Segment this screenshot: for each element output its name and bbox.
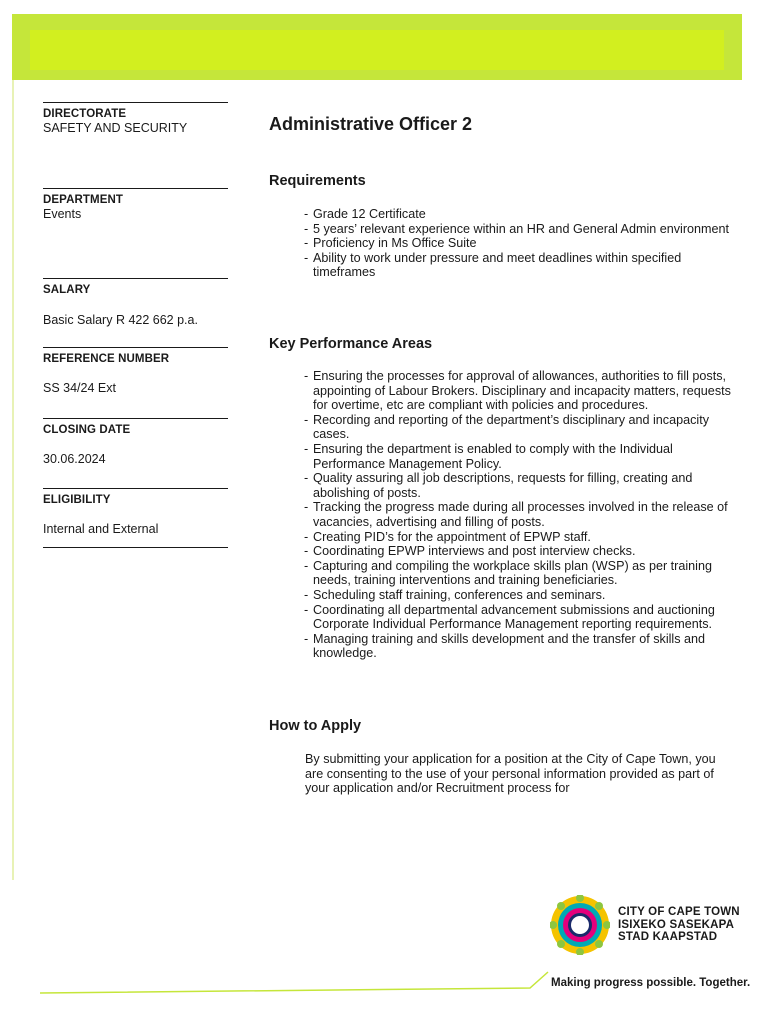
kpa-heading: Key Performance Areas xyxy=(269,336,433,352)
sidebar-department xyxy=(43,188,228,222)
requirements-list xyxy=(304,207,734,280)
requirements-heading: Requirements xyxy=(269,173,366,189)
list-item: - Grade 12 Certificate xyxy=(304,207,426,221)
list-item: - Ensuring the processes for approval of allowances, authorities to fill posts, appointing of Labour Brokers. Disciplinary and incapacity matters, requests for overtime, etc are compliant with policies and procedures. xyxy=(304,369,731,413)
footer-swoosh-line xyxy=(40,960,550,1000)
directorate-value: SAFETY AND SECURITY xyxy=(43,121,188,135)
reference-value: SS 34/24 Ext xyxy=(43,381,116,395)
list-item: - Coordinating EPWP interviews and post interview checks. xyxy=(304,544,636,559)
closing-date-value: 30.06.2024 xyxy=(43,452,106,466)
sidebar-eligibility xyxy=(43,488,228,537)
logo-text xyxy=(618,906,740,944)
job-title: Administrative Officer 2 xyxy=(269,114,473,134)
logo-line-3: STAD KAAPSTAD xyxy=(618,931,718,943)
list-item: - Capturing and compiling the workplace skills plan (WSP) as per training needs, training interventions and training beneficiaries. xyxy=(304,558,712,588)
list-item: - Quality assuring all job descriptions, requests for filling, creating and abolishing of posts. xyxy=(304,471,693,500)
closing-date-title: CLOSING DATE xyxy=(43,424,131,436)
salary-title: SALARY xyxy=(43,284,91,296)
how-to-apply-text: By submitting your application for a position at the City of Cape Town, you are consenting to the use of your personal information provided as part of your application and/or Recruitment process for xyxy=(305,752,716,796)
list-item: - Scheduling staff training, conferences and seminars. xyxy=(304,587,606,602)
eligibility-value: Internal and External xyxy=(43,522,159,536)
list-item: - 5 years’ relevant experience within an HR and General Admin environment xyxy=(304,221,730,236)
list-item: - Ensuring the department is enabled to comply with the Individual Performance Management Policy. xyxy=(304,441,673,471)
salary-value: Basic Salary R 422 662 p.a. xyxy=(43,313,198,327)
list-item: - Managing training and skills development and the transfer of skills and knowledge. xyxy=(304,631,706,661)
sidebar-directorate xyxy=(43,102,228,136)
tagline: Making progress possible. Together. xyxy=(551,977,751,989)
how-to-apply-heading: How to Apply xyxy=(269,718,362,734)
department-title: DEPARTMENT xyxy=(43,194,124,206)
list-item: - Tracking the progress made during all processes involved in the release of vacancies, advertising and filling of posts. xyxy=(304,500,728,529)
list-item: - Proficiency in Ms Office Suite xyxy=(304,236,477,251)
directorate-title: DIRECTORATE xyxy=(43,108,127,120)
kpa-list xyxy=(304,369,734,661)
list-item: - Ability to work under pressure and meet deadlines within specified timeframes xyxy=(304,250,682,280)
list-item: - Creating PID’s for the appointment of EPWP staff. xyxy=(304,529,591,544)
sidebar-salary xyxy=(43,278,228,328)
sidebar-closing-date xyxy=(43,418,228,467)
list-item: - Coordinating all departmental advancement submissions and auctioning Corporate Individual Performance Management reporting requirements. xyxy=(304,602,715,632)
logo-line-1: CITY OF CAPE TOWN xyxy=(618,906,740,918)
eligibility-title: ELIGIBILITY xyxy=(43,494,111,506)
city-of-cape-town-emblem-icon xyxy=(550,895,610,955)
left-margin-rule xyxy=(12,80,14,880)
sidebar-reference xyxy=(43,347,228,396)
logo-line-2: ISIXEKO SASEKAPA xyxy=(618,918,735,931)
reference-title: REFERENCE NUMBER xyxy=(43,353,170,365)
sidebar-bottom-rule xyxy=(43,547,228,548)
list-item: - Recording and reporting of the department’s disciplinary and incapacity cases. xyxy=(304,412,710,442)
header-inner-band xyxy=(30,30,724,70)
department-value: Events xyxy=(43,207,82,221)
